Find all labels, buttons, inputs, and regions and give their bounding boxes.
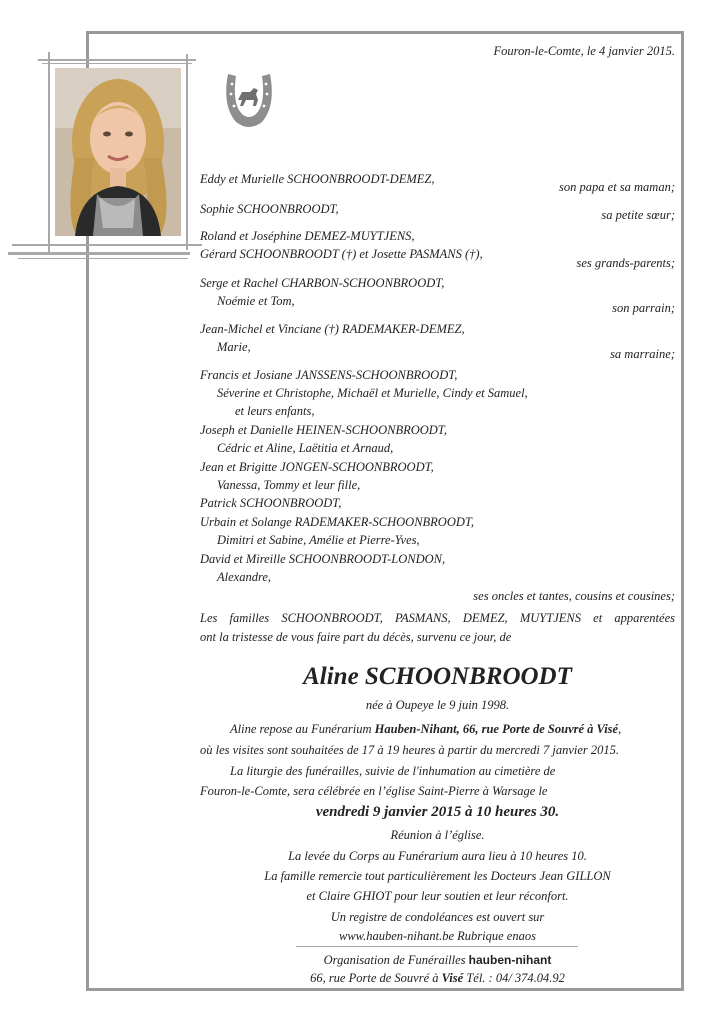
deceased-name: Aline SCHOONBROODT bbox=[303, 663, 572, 690]
family-line: Dimitri et Sabine, Amélie et Pierre-Yves, bbox=[217, 533, 420, 547]
levee-line: La levée du Corps au Funérarium aura lieu à 10 heures 10. bbox=[288, 849, 587, 863]
phone-number: Tél. : 04/ 374.04.92 bbox=[463, 971, 565, 985]
family-line: Roland et Joséphine DEMEZ-MUYTJENS, bbox=[200, 229, 415, 243]
family-line: Urbain et Solange RADEMAKER-SCHOONBROODT, bbox=[200, 515, 475, 529]
address-city: Visé bbox=[441, 971, 464, 985]
address-prefix: 66, rue Porte de Souvré à bbox=[310, 971, 442, 985]
frame-line bbox=[38, 59, 196, 61]
thanks-line: La famille remercie tout particulièrement les Docteurs Jean GILLON bbox=[264, 869, 611, 883]
meeting-line: Réunion à l’église. bbox=[390, 828, 485, 842]
funeral-datetime: vendredi 9 janvier 2015 à 10 heures 30. bbox=[315, 804, 560, 820]
register-link[interactable]: www.hauben-nihant.be Rubrique enaos bbox=[339, 929, 536, 943]
family-line: Joseph et Danielle HEINEN-SCHOONBROODT, bbox=[200, 423, 447, 437]
frame-line bbox=[12, 244, 202, 246]
organisation-prefix: Organisation de Funérailles bbox=[323, 953, 469, 967]
relation-grandparents: ses grands-parents; bbox=[576, 256, 675, 270]
register-line: Un registre de condoléances est ouvert sur bbox=[330, 910, 545, 924]
organisation-line bbox=[200, 953, 675, 968]
family-line: et leurs enfants, bbox=[235, 404, 315, 418]
address-line bbox=[200, 971, 675, 986]
family-line: Sophie SCHOONBROODT, bbox=[200, 202, 339, 216]
notice-date: Fouron-le-Comte, le 4 janvier 2015. bbox=[493, 44, 675, 58]
family-line: Francis et Josiane JANSSENS-SCHOONBROODT, bbox=[200, 368, 458, 382]
family-line: Patrick SCHOONBROODT, bbox=[200, 496, 342, 510]
relation-godfather: son parrain; bbox=[612, 301, 675, 315]
liturgy-line: La liturgie des funérailles, suivie de l'inhumation au cimetière de bbox=[230, 764, 556, 778]
thanks-line: et Claire GHIOT pour leur soutien et leur réconfort. bbox=[306, 889, 569, 903]
repose-line bbox=[230, 722, 675, 737]
birth-info: née à Oupeye le 9 juin 1998. bbox=[365, 698, 510, 712]
photo-frame bbox=[38, 52, 198, 267]
frame-line bbox=[48, 52, 50, 252]
family-line: Marie, bbox=[217, 340, 251, 354]
family-line: Serge et Rachel CHARBON-SCHOONBROODT, bbox=[200, 276, 445, 290]
brand-logo: hauben-nihant bbox=[468, 953, 552, 967]
footer-divider bbox=[296, 946, 578, 947]
family-line: David et Mireille SCHOONBROODT-LONDON, bbox=[200, 552, 446, 566]
announcement-line: Les familles SCHOONBROODT, PASMANS, DEMEZ, MUYTJENS et apparentées bbox=[200, 611, 675, 625]
family-line: Jean-Michel et Vinciane (†) RADEMAKER-DEMEZ, bbox=[200, 322, 465, 336]
announcement-line: ont la tristesse de vous faire part du décès, survenu ce jour, de bbox=[200, 630, 512, 644]
relation-parents: son papa et sa maman; bbox=[559, 180, 675, 194]
family-line: Alexandre, bbox=[217, 570, 272, 584]
family-line: Jean et Brigitte JONGEN-SCHOONBROODT, bbox=[200, 460, 434, 474]
portrait-photo bbox=[55, 68, 181, 236]
family-line: Eddy et Murielle SCHOONBROODT-DEMEZ, bbox=[200, 172, 435, 186]
family-line: Vanessa, Tommy et leur fille, bbox=[217, 478, 361, 492]
funerarium-address: Hauben-Nihant, 66, rue Porte de Souvré à Visé bbox=[374, 722, 619, 736]
frame-line bbox=[186, 54, 188, 250]
liturgy-line: Fouron-le-Comte, sera célébrée en l’église Saint-Pierre à Warsage le bbox=[200, 784, 548, 798]
family-line: Noémie et Tom, bbox=[217, 294, 295, 308]
relation-godmother: sa marraine; bbox=[610, 347, 675, 361]
frame-line bbox=[8, 252, 190, 255]
repose-suffix: , bbox=[618, 722, 622, 736]
family-line: Séverine et Christophe, Michaël et Murielle, Cindy et Samuel, bbox=[217, 386, 528, 400]
horseshoe-icon bbox=[222, 70, 276, 132]
frame-line bbox=[42, 63, 192, 64]
family-line: Cédric et Aline, Laëtitia et Arnaud, bbox=[217, 441, 394, 455]
visits-line: où les visites sont souhaitées de 17 à 19 heures à partir du mercredi 7 janvier 2015. bbox=[200, 743, 620, 757]
repose-prefix: Aline repose au Funérarium bbox=[230, 722, 375, 736]
family-line: Gérard SCHOONBROODT (†) et Josette PASMANS (†), bbox=[200, 247, 483, 261]
frame-line bbox=[18, 258, 188, 259]
relation-uncles: ses oncles et tantes, cousins et cousines; bbox=[473, 589, 675, 603]
relation-sister: sa petite sœur; bbox=[601, 208, 675, 222]
